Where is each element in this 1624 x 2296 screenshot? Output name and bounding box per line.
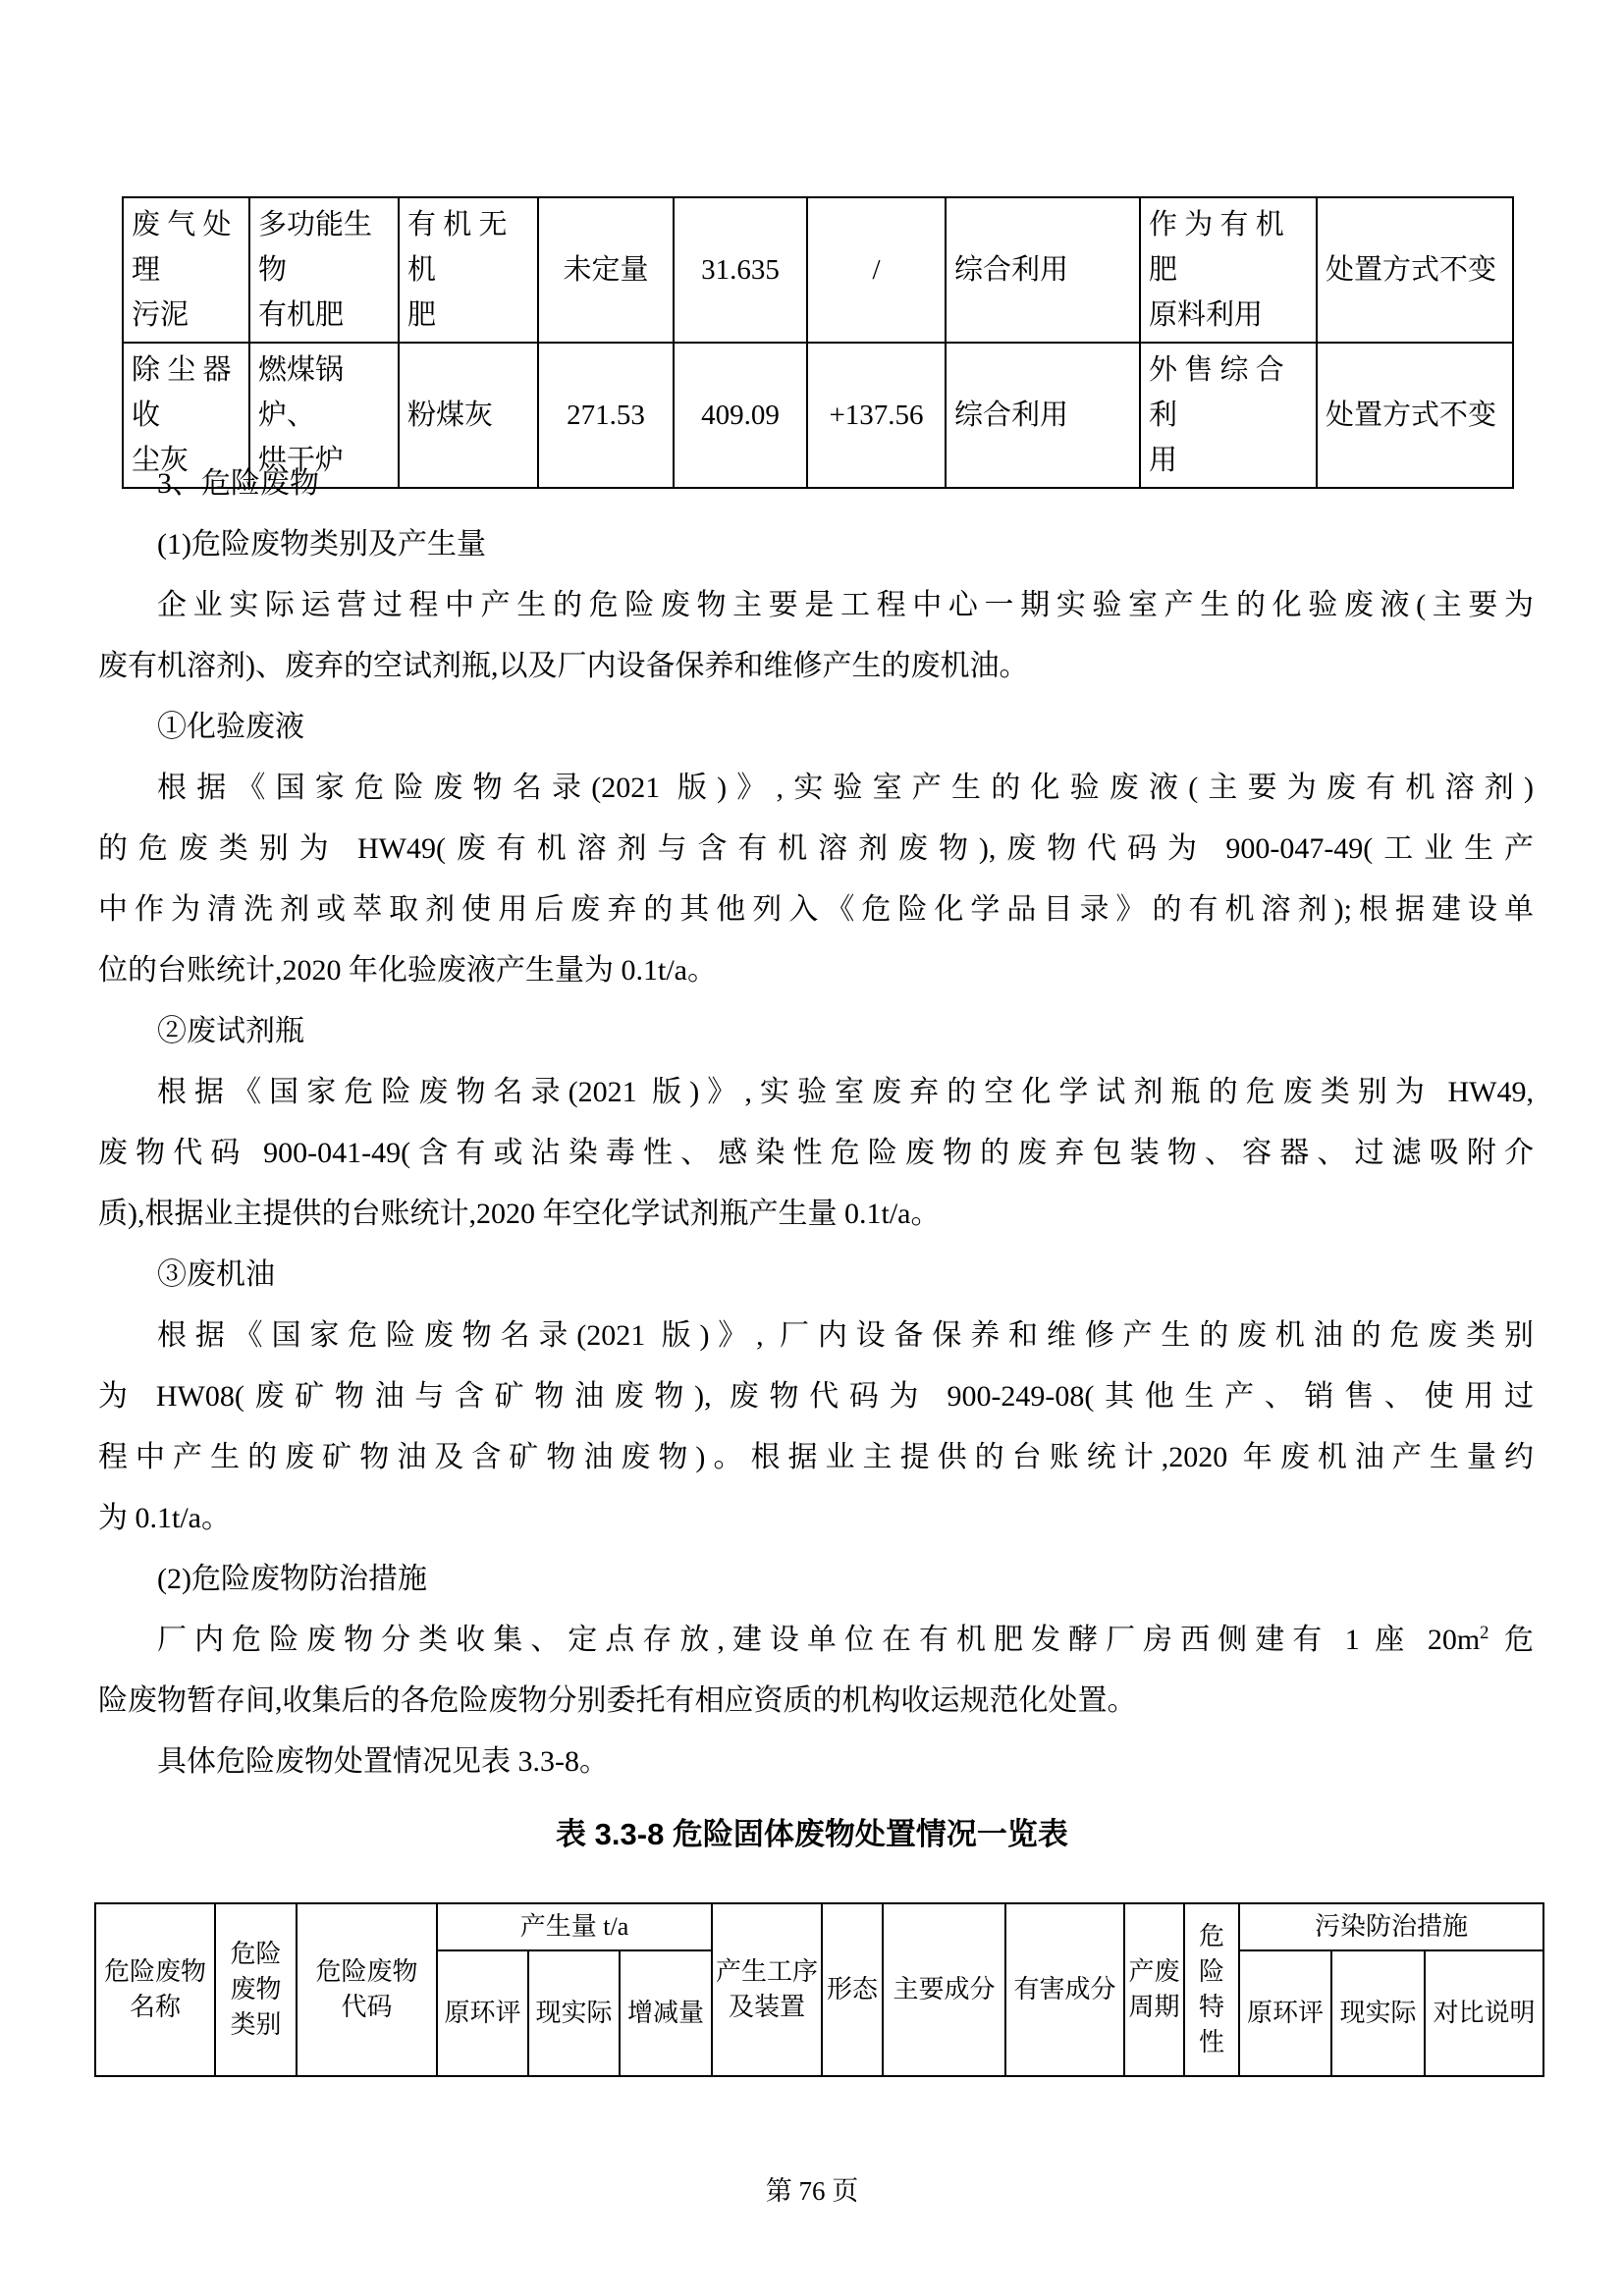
body-line: 废有机溶剂)、废弃的空试剂瓶,以及厂内设备保养和维修产生的废机油。	[98, 650, 1029, 682]
col-header-waste-code: 危险废物 代码	[297, 1903, 437, 2076]
table-cell: /	[807, 197, 946, 343]
col-header-hazard-property: 危 险 特 性	[1184, 1903, 1239, 2076]
table-cell: 燃煤锅炉、 烘干炉	[249, 343, 399, 488]
table-cell: 综合利用	[946, 343, 1140, 488]
col-header-control-actual: 现实际	[1331, 1950, 1425, 2076]
col-header-form: 形态	[822, 1903, 883, 2076]
table-cell: 未定量	[538, 197, 674, 343]
col-header-cycle: 产废 周期	[1124, 1903, 1184, 2076]
col-header-control-compare: 对比说明	[1425, 1950, 1543, 2076]
table-cell: 409.09	[674, 343, 807, 488]
superscript: 2	[1480, 1623, 1489, 1643]
body-line: 险废物暂存间,收集后的各危险废物分别委托有相应资质的机构收运规范化处置。	[98, 1684, 1137, 1717]
body-line: 程中产生的废矿物油及含矿物油废物)。根据业主提供的台账统计,2020 年废机油产生量约	[98, 1441, 1534, 1473]
body-line: 废物代码 900-041-49(含有或沾染毒性、感染性危险废物的废弃包装物、容器、过滤吸附介	[98, 1137, 1534, 1169]
page-number: 第 76 页	[765, 2176, 859, 2206]
table-cell: 废 气 处 理 污泥	[123, 197, 249, 343]
table-cell: 有 机 无 机 肥	[399, 197, 538, 343]
table-cell: +137.56	[807, 343, 946, 488]
body-line: (2)危险废物防治措施	[157, 1563, 427, 1595]
col-header-waste-category: 危险 废物 类别	[215, 1903, 297, 2076]
table-cell: 处置方式不变	[1317, 197, 1513, 343]
table-cell: 除 尘 器 收 尘灰	[123, 343, 249, 488]
top-table-body	[123, 197, 1513, 488]
body-line: 3、危险废物	[157, 467, 319, 500]
body-line: 为 0.1t/a。	[98, 1502, 231, 1534]
body-line: ①化验废液	[157, 711, 304, 743]
table-cell: 作 为 有 机 肥 原料利用	[1140, 197, 1317, 343]
table-cell: 271.53	[538, 343, 674, 488]
col-header-harmful-component: 有害成分	[1005, 1903, 1124, 2076]
col-header-process: 产生工序 及装置	[712, 1903, 822, 2076]
table-cell: 31.635	[674, 197, 807, 343]
body-line: ②废试剂瓶	[157, 1015, 304, 1047]
body-line-text: 危	[1489, 1624, 1534, 1656]
body-line: 根据《国家危险废物名录(2021 版)》,实验室产生的化验废液(主要为废有机溶剂)	[157, 772, 1534, 804]
col-header-control-group: 污染防治措施	[1239, 1903, 1543, 1950]
body-line: 质),根据业主提供的台账统计,2020 年空化学试剂瓶产生量 0.1t/a。	[98, 1198, 941, 1230]
table-header-row	[95, 1903, 1543, 1950]
body-line: 企业实际运营过程中产生的危险废物主要是工程中心一期实验室产生的化验废液(主要为	[157, 589, 1534, 621]
table-cell: 外 售 综 合 利 用	[1140, 343, 1317, 488]
table-cell: 综合利用	[946, 197, 1140, 343]
hazardous-waste-table-header	[94, 1902, 1544, 2077]
col-header-amount-actual: 现实际	[528, 1950, 620, 2076]
col-header-amount-eia: 原环评	[437, 1950, 528, 2076]
body-line: (1)危险废物类别及产生量	[157, 528, 486, 561]
table-row	[123, 197, 1513, 343]
body-line: 根据《国家危险废物名录(2021 版)》, 厂内设备保养和维修产生的废机油的危废类别	[157, 1319, 1534, 1352]
col-header-control-eia: 原环评	[1239, 1950, 1331, 2076]
table-caption: 表 3.3-8 危险固体废物处置情况一览表	[556, 1817, 1068, 1851]
table-cell: 处置方式不变	[1317, 343, 1513, 488]
body-line	[98, 1610, 1534, 1671]
body-line: 中作为清洗剂或萃取剂使用后废弃的其他列入《危险化学品目录》的有机溶剂);根据建设单	[98, 893, 1534, 926]
body-line: 根据《国家危险废物名录(2021 版)》,实验室废弃的空化学试剂瓶的危废类别为 HW49,	[157, 1076, 1534, 1108]
body-text	[98, 454, 1534, 1792]
table-cell: 多功能生物 有机肥	[249, 197, 399, 343]
col-header-waste-name: 危险废物 名称	[95, 1903, 215, 2076]
table-cell: 粉煤灰	[399, 343, 538, 488]
col-header-main-component: 主要成分	[883, 1903, 1005, 2076]
body-line-text: 厂内危险废物分类收集、定点存放,建设单位在有机肥发酵厂房西侧建有 1 座 20m	[157, 1624, 1481, 1656]
col-header-amount-group: 产生量 t/a	[437, 1903, 712, 1950]
body-line: 具体危险废物处置情况见表 3.3-8。	[157, 1745, 609, 1778]
body-line: ③废机油	[157, 1258, 275, 1291]
col-header-amount-change: 增减量	[620, 1950, 712, 2076]
continued-waste-table	[122, 196, 1514, 489]
body-line: 位的台账统计,2020 年化验废液产生量为 0.1t/a。	[98, 954, 717, 987]
body-line: 为 HW08(废矿物油与含矿物油废物), 废物代码为 900-249-08(其他生产、销售、使用过	[98, 1380, 1534, 1413]
body-line: 的危废类别为 HW49(废有机溶剂与含有机溶剂废物),废物代码为 900-047-49(工业生产	[98, 832, 1534, 865]
